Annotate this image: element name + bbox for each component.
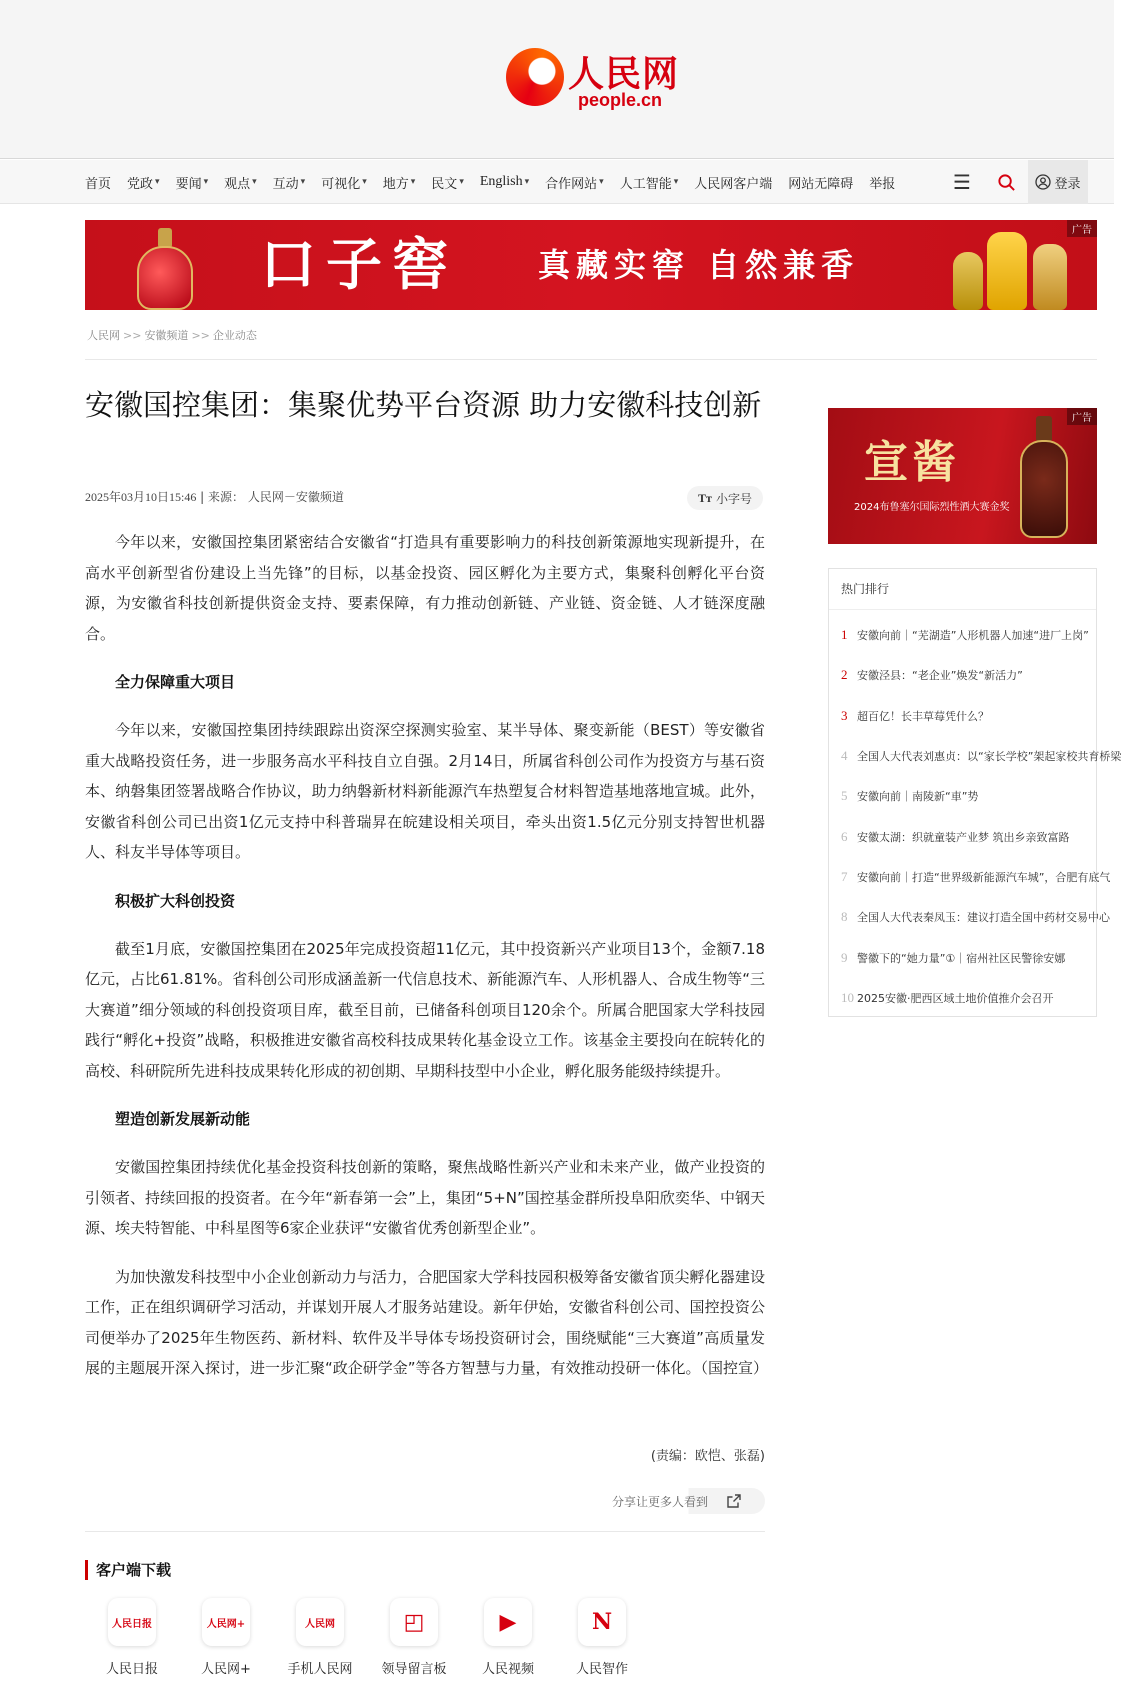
breadcrumb-link[interactable]: 企业动态 xyxy=(212,329,257,342)
article-body xyxy=(85,527,769,1402)
nav-item-6[interactable] xyxy=(383,173,416,192)
article-date: 2025年03月10日15:46 xyxy=(85,490,197,504)
banner-slogan: 真藏实窖 自然兼香 xyxy=(538,246,860,284)
app-name: 手机人民网 xyxy=(287,1662,353,1677)
chevron-down-icon: ▾ xyxy=(300,177,306,187)
nav-item-label: 举报 xyxy=(869,176,896,192)
chevron-down-icon: ▾ xyxy=(252,177,257,187)
nav-item-3[interactable] xyxy=(224,173,257,192)
menu-icon[interactable]: ☰ xyxy=(953,170,971,194)
hot-ranking-title: 热门排行 xyxy=(841,582,890,596)
chevron-down-icon: ▾ xyxy=(524,177,530,187)
hot-ranking-panel xyxy=(828,568,1121,1017)
nav-item-label: 民文 xyxy=(431,176,458,192)
font-size-icon: Tт xyxy=(698,490,712,505)
hot-item-title: 全国人大代表刘惠贞：以“家长学校”架起家校共育桥梁 xyxy=(857,750,1121,764)
nav-item-label: 地方 xyxy=(382,176,409,192)
nav-item-label: English xyxy=(479,174,523,189)
app-name: 人民日报 xyxy=(105,1662,158,1677)
site-logo[interactable] xyxy=(506,44,680,114)
nav-item-8[interactable] xyxy=(480,174,529,190)
app-download-item[interactable] xyxy=(179,1598,273,1677)
chevron-down-icon: ▾ xyxy=(362,177,367,187)
nav-item-4[interactable] xyxy=(273,173,306,192)
liquor-bottle-icon xyxy=(125,228,205,310)
nav-item-10[interactable] xyxy=(620,173,679,192)
nav-item-label: 人民网客户端 xyxy=(694,176,773,192)
app-download-list xyxy=(85,1598,649,1677)
article-paragraph: 今年以来，安徽国控集团紧密结合安徽省“打造具有重要影响力的科技创新策源地实现新提升，在高水平创新型省份建设上当先锋”的目标，以基金投资、园区孵化为主要方式，集聚科创孵化平台资源，为安徽省科技创新提供资金支持、要素保障，有力推动创新链、产业链、资金链、人才链深度融合。 xyxy=(85,533,765,643)
hot-ranking-item[interactable] xyxy=(829,937,1096,977)
article-title: 安徽国控集团：集聚优势平台资源 助力安徽科技创新 xyxy=(85,388,762,422)
people-daily-icon: 人民日报 xyxy=(108,1598,156,1646)
breadcrumb-separator: >> xyxy=(191,329,210,342)
sidebar-ad-title: 宣酱 xyxy=(864,437,960,488)
app-name: 人民智作 xyxy=(575,1662,628,1677)
hot-ranking-item[interactable] xyxy=(829,776,1096,816)
video-play-icon: ▶ xyxy=(484,1598,532,1646)
nav-item-11[interactable] xyxy=(694,173,772,192)
search-icon[interactable] xyxy=(984,160,1028,204)
article-meta xyxy=(85,488,344,505)
nav-item-label: 首页 xyxy=(85,176,112,192)
main-nav xyxy=(0,160,1114,204)
hot-item-title: 安徽向前｜南陵新“車”势 xyxy=(857,790,979,804)
nav-item-7[interactable] xyxy=(431,173,464,192)
app-name: 领导留言板 xyxy=(381,1662,447,1677)
banner-brand: 口子窖 xyxy=(260,232,458,298)
font-size-toggle[interactable] xyxy=(687,486,763,510)
rank-number: 3 xyxy=(841,707,848,723)
header-logo-area xyxy=(0,0,1114,159)
hot-ranking-item[interactable] xyxy=(829,857,1111,897)
rank-number: 4 xyxy=(841,748,848,764)
sidebar-ad[interactable] xyxy=(828,408,1097,544)
article-paragraph: 截至1月底，安徽国控集团在2025年完成投资超11亿元，其中投资新兴产业项目13个，金额7.18亿元，占比61.81%。省科创公司形成涵盖新一代信息技术、新能源汽车、人形机器人、合成生物等“三大赛道”细分领域的科创投资项目库，截至目前，已储备科创项目120余个。所属合肥国家大学科技园践行“孵化+投资”战略，积极推进安徽省高校科技成果转化基金设立工作。该基金主要投向在皖转化的高校、科研院所先进科技成果转化形成的初创期、早期科技型中小企业，孵化服务能级持续提升。 xyxy=(85,939,765,1080)
hot-ranking-list xyxy=(829,615,1121,1018)
app-download-item[interactable] xyxy=(367,1598,461,1677)
article-paragraph: 安徽国控集团持续优化基金投资科技创新的策略，聚焦战略性新兴产业和未来产业，做产业投资的引领者、持续回报的投资者。在今年“新春第一会”上，集团“5+N”国控基金群所投阜阳欣奕华、中钢天源、埃夫特智能、中科星图等6家企业获评“安徽省优秀创新型企业”。 xyxy=(85,1158,765,1237)
nav-item-label: 要闻 xyxy=(175,176,202,192)
hot-ranking-item[interactable] xyxy=(829,897,1110,937)
message-board-icon: ◰ xyxy=(390,1598,438,1646)
share-label: 分享让更多人看到 xyxy=(612,1494,709,1509)
rank-number: 8 xyxy=(841,909,848,925)
breadcrumb-link[interactable]: 安徽频道 xyxy=(144,329,189,342)
hot-ranking-item[interactable] xyxy=(829,736,1121,776)
nav-item-5[interactable] xyxy=(321,173,367,192)
hot-item-title: 安徽泾县：“老企业”焕发“新活力” xyxy=(857,669,1023,683)
hot-ranking-item[interactable] xyxy=(829,696,1096,736)
rank-number: 6 xyxy=(841,828,848,844)
meta-sep: | xyxy=(200,490,209,504)
nav-item-label: 合作网站 xyxy=(545,176,598,192)
section-heading: 积极扩大科创投资 xyxy=(115,891,236,910)
user-icon xyxy=(1035,174,1051,190)
breadcrumb xyxy=(87,327,257,343)
nav-item-2[interactable] xyxy=(176,173,209,192)
app-download-item[interactable] xyxy=(85,1598,179,1677)
font-size-label: 小字号 xyxy=(715,491,752,506)
chevron-down-icon: ▾ xyxy=(459,177,464,187)
nav-right-tools xyxy=(940,160,1088,204)
nav-item-9[interactable] xyxy=(545,173,604,192)
hot-item-title: 警徽下的“她力量”①｜宿州社区民警徐安娜 xyxy=(857,951,1066,965)
hot-ranking-item[interactable] xyxy=(829,978,1096,1018)
sidebar-ad-subtitle: 2024布鲁塞尔国际烈性酒大赛金奖 xyxy=(854,502,1010,513)
article-divider xyxy=(85,1531,765,1532)
nav-item-13[interactable] xyxy=(869,173,895,192)
app-download-item[interactable] xyxy=(555,1598,649,1677)
article-paragraph: 今年以来，安徽国控集团持续跟踪出资深空探测实验室、某半导体、聚变新能（BEST）等安徽省重大战略投资任务，进一步服务高水平科技自立自强。2月14日，所属省科创公司作为投资方与基石资本、纳磐集团签署战略合作协议，助力纳磐新材料新能源汽车热塑复合材料智造基地落地宣城。此外，安徽省科创公司已出资1亿元支持中科普瑞昇在皖建设相关项目，牵头出资1.5亿元分别支持智世机器人、科友半导体等项目。 xyxy=(85,721,765,861)
logo-text-en: people.cn xyxy=(578,90,663,110)
section-heading: 塑造创新发展新动能 xyxy=(115,1110,251,1128)
nav-item-0[interactable] xyxy=(85,173,111,192)
rank-number: 7 xyxy=(841,868,848,884)
rank-number: 1 xyxy=(841,627,848,643)
rank-number: 10 xyxy=(841,989,854,1005)
nav-item-label: 人工智能 xyxy=(619,176,672,192)
breadcrumb-separator: >> xyxy=(123,329,142,342)
hot-ranking-divider xyxy=(829,609,1096,610)
bottles-group-icon xyxy=(945,226,1085,310)
login-button[interactable] xyxy=(1028,160,1088,204)
hot-ranking-item[interactable] xyxy=(829,816,1096,856)
hot-ranking-item[interactable] xyxy=(829,655,1096,695)
nav-item-1[interactable] xyxy=(127,173,160,192)
article-paragraph: 为加快激发科技型中小企业创新动力与活力，合肥国家大学科技园积极筹备安徽省顶尖孵化器建设工作，正在组织调研学习活动，并谋划开展人才服务站建设。新年伊始，安徽省科创公司、国控投资公司便举办了2025年生物医药、新材料、软件及半导体专场投资研讨会，围绕赋能“三大赛道”高质量发展的主题展开深入探讨，进一步汇聚“政企研学金”等各方智慧与力量，有效推动投研一体化。（国控宣） xyxy=(85,1267,769,1377)
hot-item-title: 超百亿！长丰草莓凭什么？ xyxy=(857,709,989,723)
hot-item-title: 安徽向前｜“芜湖造”人形机器人加速“进厂上岗” xyxy=(857,629,1089,643)
ad-tag: 广告 xyxy=(1067,220,1097,237)
share-icon xyxy=(726,1493,742,1509)
mobile-people-icon: 人民网 xyxy=(296,1598,344,1646)
rank-number: 2 xyxy=(841,667,848,683)
app-download-item[interactable] xyxy=(273,1598,367,1677)
article-source[interactable]: 人民网－安徽频道 xyxy=(247,490,344,504)
share-button[interactable] xyxy=(612,1488,765,1514)
people-plus-icon: 人民网+ xyxy=(202,1598,250,1646)
chevron-down-icon: ▾ xyxy=(599,177,604,187)
app-name: 人民视频 xyxy=(481,1662,534,1677)
breadcrumb-divider xyxy=(85,359,1097,360)
ad-tag: 广告 xyxy=(1067,408,1097,425)
chevron-down-icon: ▾ xyxy=(410,177,416,187)
nav-item-label: 可视化 xyxy=(321,176,361,192)
hot-ranking-item[interactable] xyxy=(829,615,1096,655)
hot-item-title: 2025安徽·肥西区域土地价值推介会召开 xyxy=(857,991,1054,1005)
nav-items xyxy=(85,160,911,204)
hot-item-title: 全国人大代表秦凤玉：建议打造全国中药材交易中心 xyxy=(857,911,1110,925)
article-editor: (责编：欧恺、张磊) xyxy=(650,1449,765,1464)
hot-item-title: 安徽太湖：织就童装产业梦 筑出乡亲致富路 xyxy=(857,830,1070,844)
nav-item-label: 观点 xyxy=(224,176,251,192)
nav-item-12[interactable] xyxy=(788,173,853,192)
source-label: 来源： xyxy=(208,490,245,504)
breadcrumb-link[interactable]: 人民网 xyxy=(87,329,120,342)
nav-item-label: 网站无障碍 xyxy=(788,176,854,192)
app-download-item[interactable] xyxy=(461,1598,555,1677)
downloads-heading: 客户端下载 xyxy=(85,1560,171,1580)
logo-mark-icon xyxy=(506,48,564,106)
section-heading: 全力保障重大项目 xyxy=(115,673,236,691)
liquor-bottle-icon xyxy=(1016,416,1072,540)
rank-number: 5 xyxy=(841,788,848,804)
zhizuo-icon: N xyxy=(578,1598,626,1646)
chevron-down-icon: ▾ xyxy=(203,177,209,187)
banner-ad[interactable] xyxy=(85,220,1097,310)
app-name: 人民网+ xyxy=(201,1662,251,1677)
hot-item-title: 安徽向前｜打造“世界级新能源汽车城”，合肥有底气 xyxy=(857,870,1111,884)
logo-text-cn: 人民网 xyxy=(568,53,680,95)
rank-number: 9 xyxy=(841,949,848,965)
nav-item-label: 党政 xyxy=(127,176,154,192)
nav-item-label: 互动 xyxy=(272,176,299,192)
chevron-down-icon: ▾ xyxy=(155,177,160,187)
chevron-down-icon: ▾ xyxy=(673,177,679,187)
login-label: 登录 xyxy=(1054,176,1081,192)
